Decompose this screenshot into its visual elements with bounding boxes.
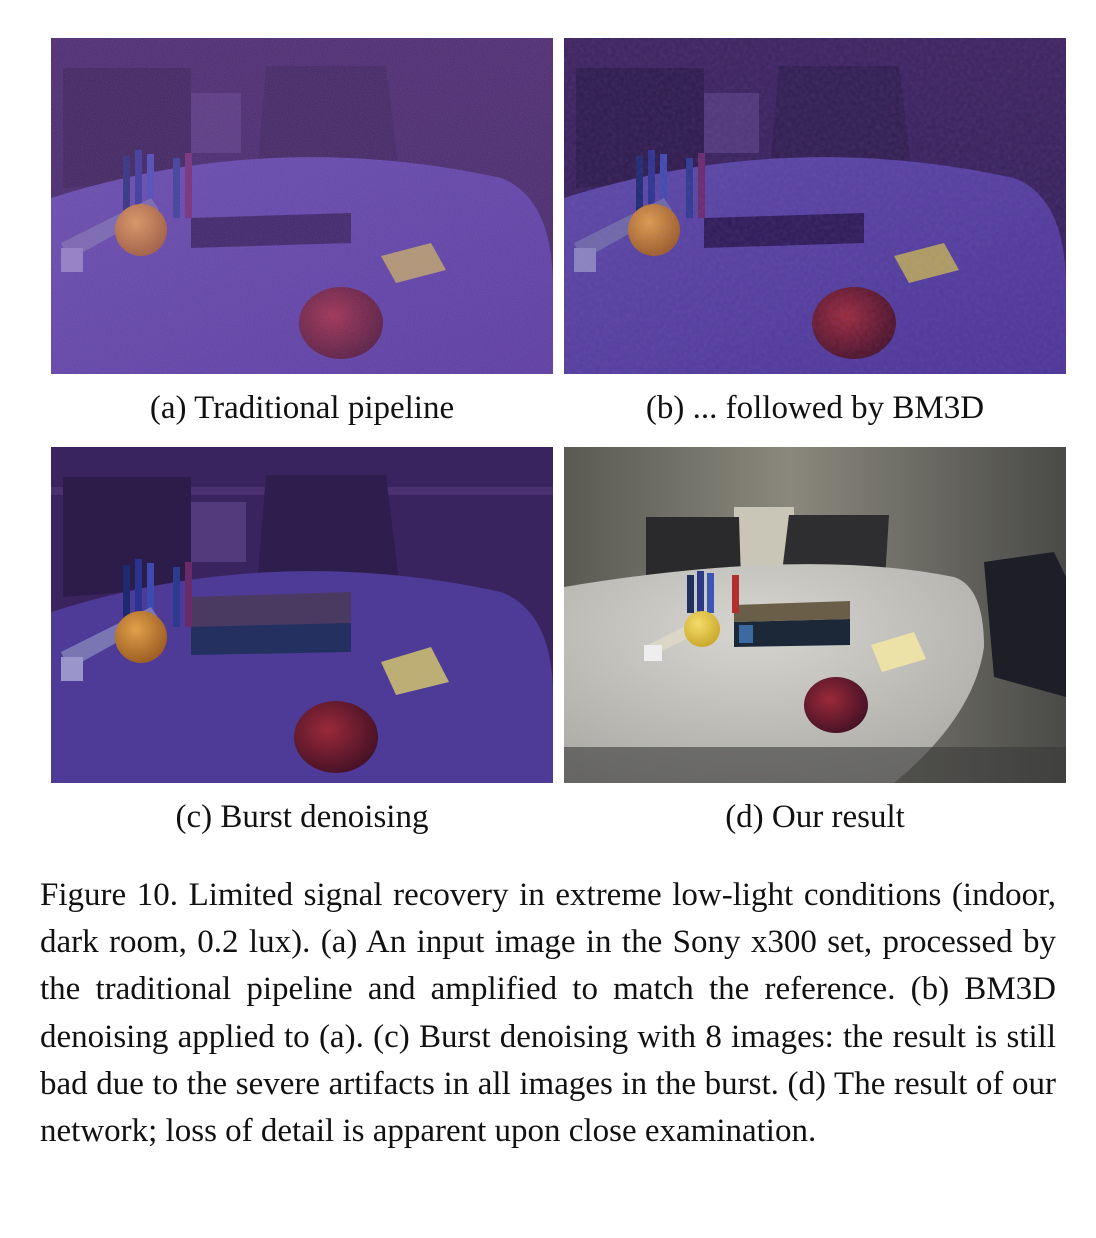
scene-our-result	[564, 447, 1066, 783]
scene-bm3d	[564, 38, 1066, 374]
panel-b-image	[564, 38, 1066, 374]
caption-d: (d) Our result	[725, 799, 905, 835]
panel-c-image	[51, 447, 553, 783]
caption-c: (c) Burst denoising	[175, 799, 429, 835]
scene-burst-denoising	[51, 447, 553, 783]
figure-caption: Figure 10. Limited signal recovery in extreme low-light conditions (indoor, dark room, 0.2 lux). (a) An input image in the Sony x300 set, processed by the traditional pipeline and amplified to match the reference. (b) BM3D denoising applied to (a). (c) Burst denoising with 8 images: the result is still bad due to the severe artifacts in all images in the burst. (d) The result of our network; loss of detail is apparent upon close examination.	[40, 877, 1056, 1150]
panel-a-image	[51, 38, 553, 374]
panel-d-image	[564, 447, 1066, 783]
scene-traditional-pipeline	[51, 38, 553, 374]
caption-a: (a) Traditional pipeline	[149, 390, 455, 426]
caption-b: (b) ... followed by BM3D	[645, 390, 985, 426]
